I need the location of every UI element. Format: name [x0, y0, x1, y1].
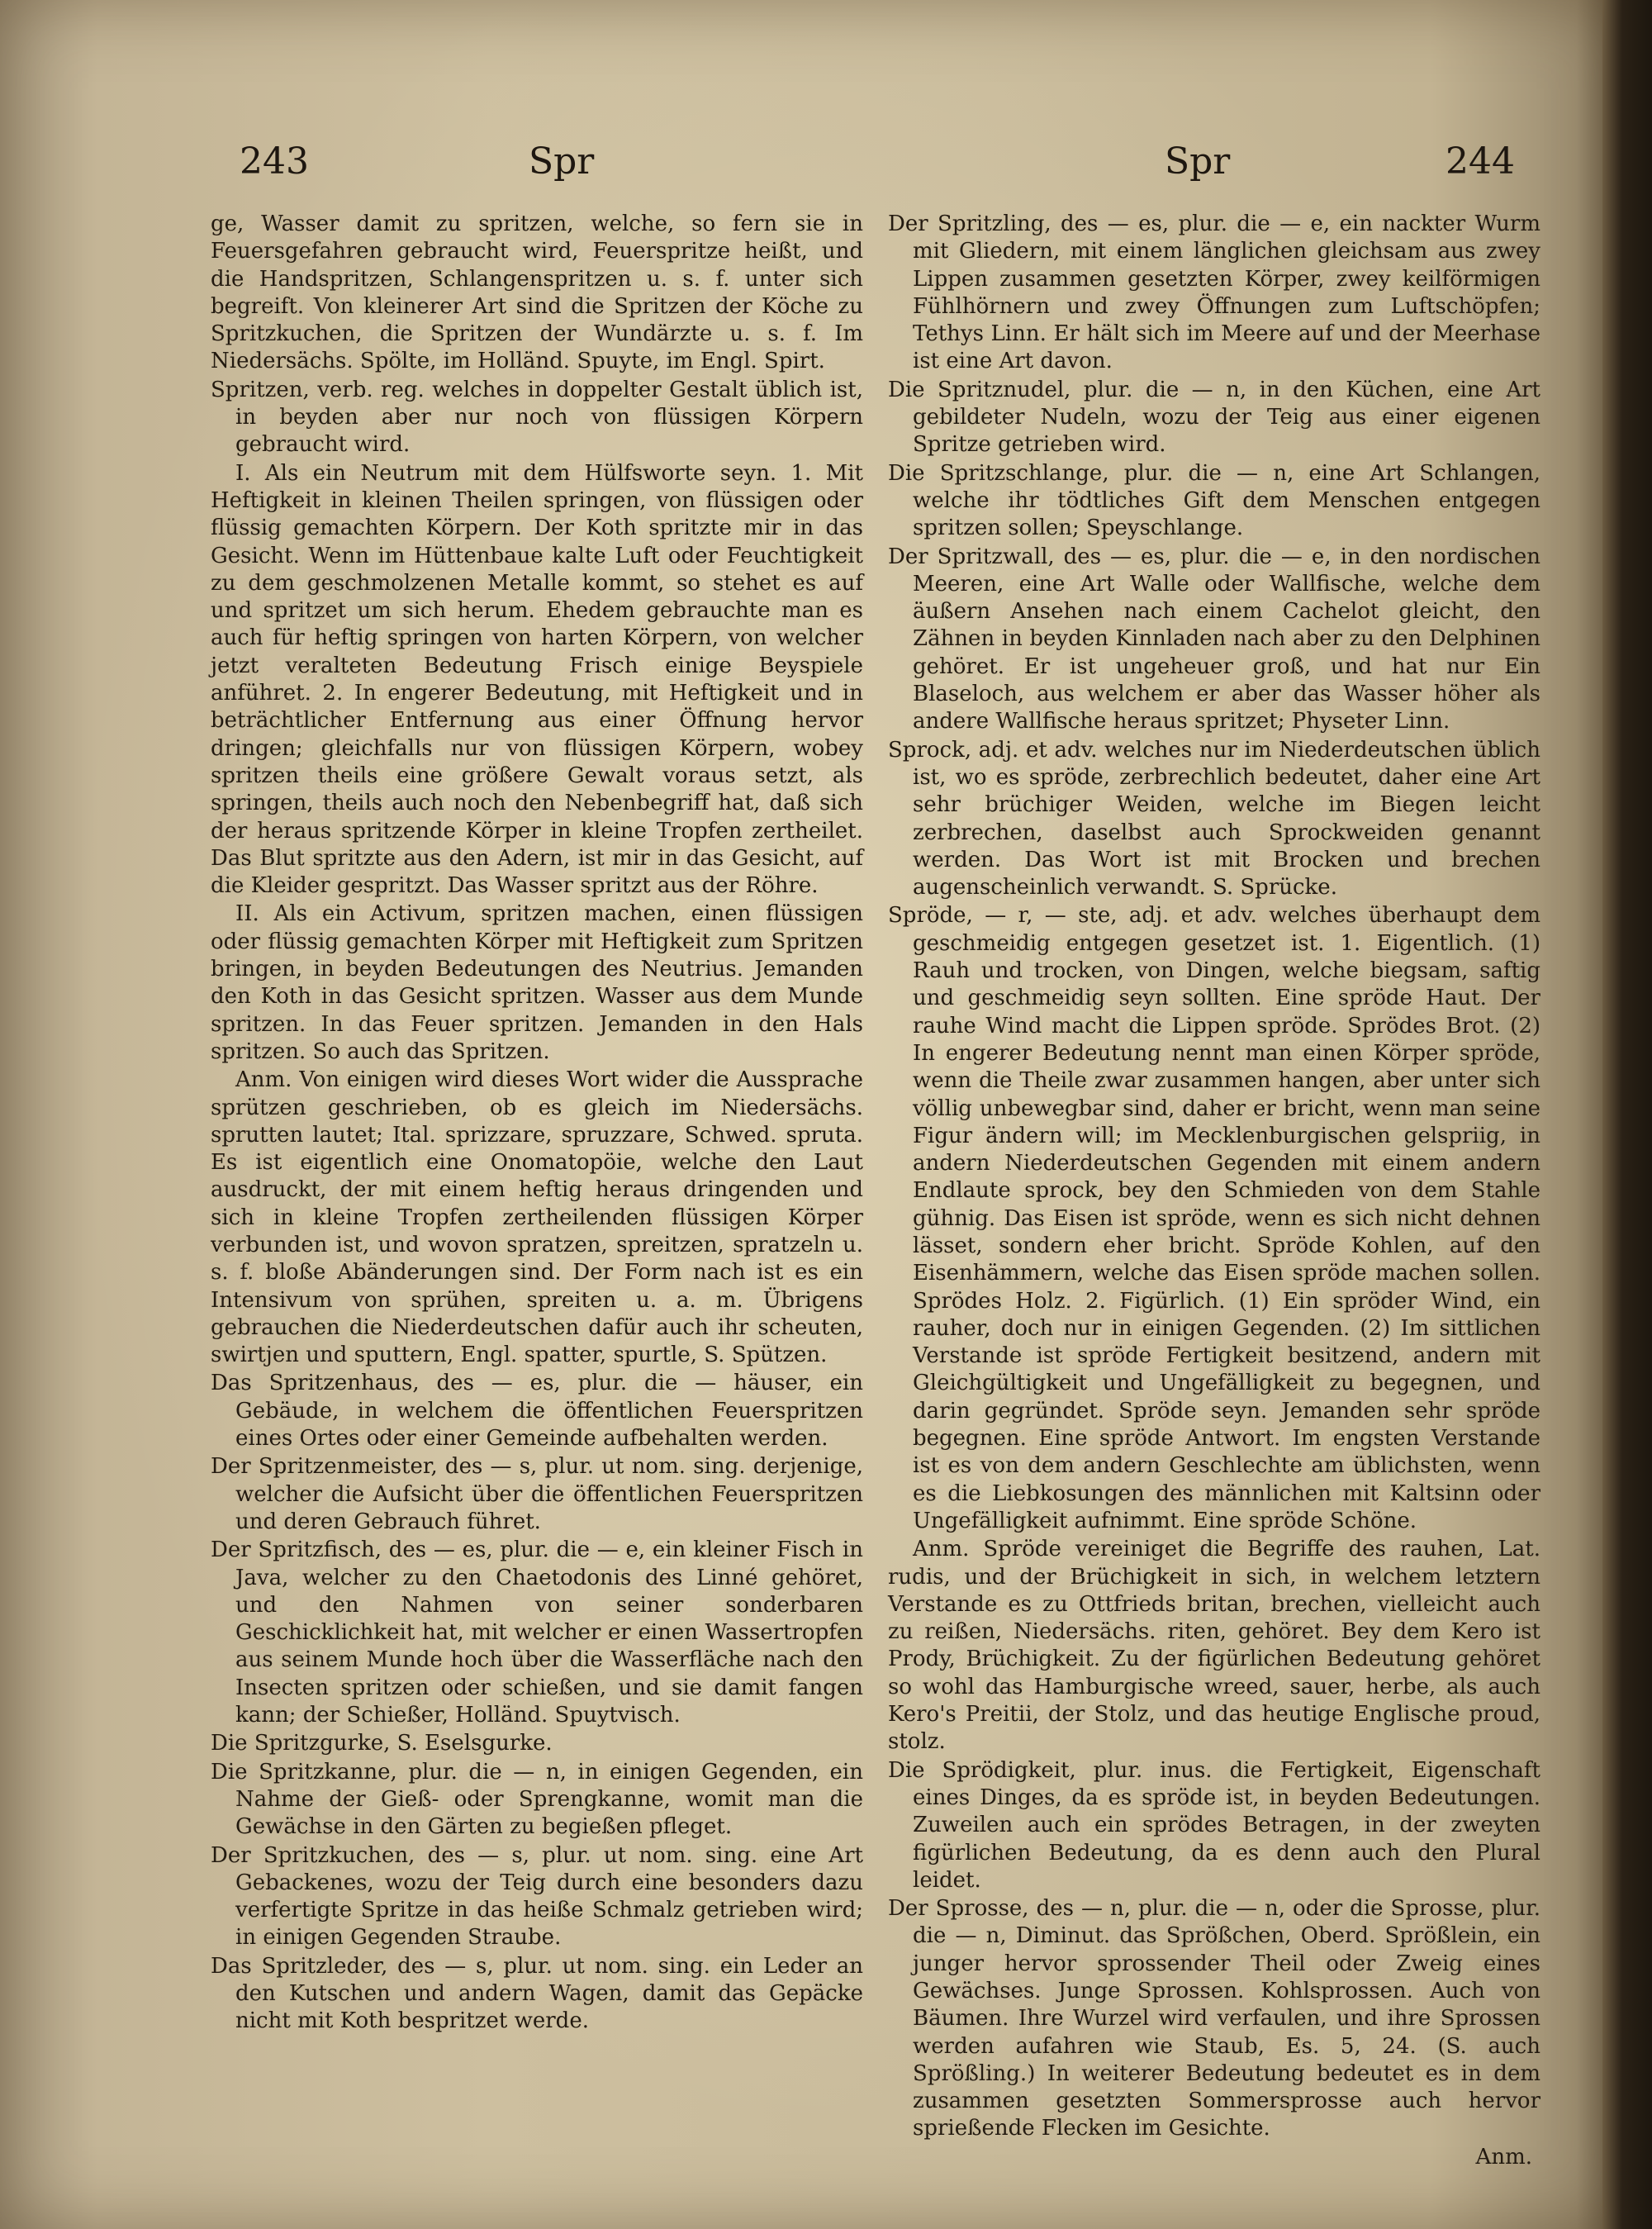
- entry-spritzkanne: Die Spritzkanne, plur. die — n, in einigen Gegenden, ein Nahme der Gieß- oder Sprengkanne, womit man die Gewächse in den Gärten zu begießen pfleget.: [211, 1759, 863, 1840]
- guide-word-left: Spr: [529, 140, 595, 183]
- entry-spritzschlange: Die Spritzschlange, plur. die — n, eine Art Schlangen, welche ihr tödtliches Gift dem Menschen entgegen spritzen sollen; Speyschlange.: [888, 460, 1540, 541]
- entry-spritzen-activum: II. Als ein Activum, spritzen machen, einen flüssigen oder flüssig gemachten Körper mit Heftigkeit zum Spritzen bringen, in beyden Bedeutungen des Neutrius. Jemanden den Koth in das Gesicht spritzen. Wasser aus dem Munde spritzen. In das Feuer spritzen. Jemanden in den Hals spritzen. So auch das Spritzen.: [211, 901, 863, 1064]
- guide-word-right: Spr: [1165, 140, 1231, 183]
- page-number-left: 243: [240, 140, 309, 183]
- entry-spritzen-anm: Anm. Von einigen wird dieses Wort wider die Aussprache sprützen geschrieben, ob es gleich im Niedersächs. sprutten lautet; Ital. sprizzare, spruzzare, Schwed. spruta. Es ist eigentlich eine Onomatopöie, welche den Laut ausdruckt, der mit einem heftig heraus dringenden und sich in kleine Tropfen zertheilenden flüssigen Körper verbunden ist, und wovon spratzen, spreitzen, spratzeln u. s. f. bloße Abänderungen sind. Der Form nach ist es ein Intensivum von sprühen, spreiten u. a. m. Übrigens gebrauchen die Niederdeutschen dafür auch ihr scheuten, swirtjen und sputtern, Engl. spatter, spurtle, S. Spützen.: [211, 1067, 863, 1368]
- entry-spritzen: Spritzen, verb. reg. welches in doppelter Gestalt üblich ist, in beyden aber nur noch von flüssigen Körpern gebraucht wird.: [211, 377, 863, 458]
- entry-spritzenmeister: Der Spritzenmeister, des — s, plur. ut nom. sing. derjenige, welcher die Aufsicht über die öffentlichen Feuerspritzen und deren Gebrauch führet.: [211, 1454, 863, 1534]
- page-number-right: 244: [1446, 140, 1515, 183]
- entry-spritzwall: Der Spritzwall, des — es, plur. die — e, in den nordischen Meeren, eine Art Walle oder Wallfische, welche dem äußern Ansehen nach einem Cachelot gleicht, den Zähnen in beyden Kinnladen nach aber zu den Delphinen gehöret. Er ist ungeheuer groß, und hat nur Ein Blaseloch, aus welchem er aber das Wasser höher als andere Wallfische heraus spritzet; Physeter Linn.: [888, 544, 1540, 734]
- page-header: [215, 140, 1569, 207]
- entry-sproedigkeit: Die Sprödigkeit, plur. inus. die Fertigkeit, Eigenschaft eines Dinges, da es spröde ist, in beyden Bedeutungen. Zuweilen auch ein sprödes Betragen, in der zweyten figürlichen Bedeutung, da es denn auch den Plural leidet.: [888, 1757, 1540, 1893]
- entry-sproede: Spröde, — r, — ste, adj. et adv. welches überhaupt dem geschmeidig entgegen gesetzet ist. 1. Eigentlich. (1) Rauh und trocken, von Dingen, welche biegsam, saftig und geschmeidig seyn sollten. Eine spröde Haut. Der rauhe Wind macht die Lippen spröde. Sprödes Brot. (2) In engerer Bedeutung nennt man einen Körper spröde, wenn die Theile zwar zusammen hangen, aber unter sich völlig unbewegbar sind, daher er bricht, wenn man seine Figur ändern will; im Mecklenburgischen gelspriig, in andern Niederdeutschen Gegenden mit einem andern Endlaute sprock, bey den Schmieden von dem Stahle gühnig. Das Eisen ist spröde, wenn es sich nicht dehnen lässet, sondern eher bricht. Spröde Kohlen, auf den Eisenhämmern, welche das Eisen spröde machen sollen. Sprödes Holz. 2. Figürlich. (1) Ein spröder Wind, ein rauher, doch nur in einigen Gegenden. (2) Im sittlichen Verstande ist spröde Fertigkeit besitzend, andern mit Gleichgültigkeit und Ungefälligkeit zu begegnen, und darin gegründet. Spröde seyn. Jemanden sehr spröde begegnen. Eine spröde Antwort. Im engsten Verstande ist es von dem andern Geschlechte am üblichsten, wenn es die Liebkosungen des männlichen mit Kaltsinn oder Ungefälligkeit aufnimmt. Eine spröde Schöne.: [888, 903, 1540, 1533]
- right-column: [888, 211, 1540, 2172]
- entry-spritznudel: Die Spritznudel, plur. die — n, in den Küchen, eine Art gebildeter Nudeln, wozu der Teig aus einer eigenen Spritze getrieben wird.: [888, 377, 1540, 458]
- entry-sproede-anm: Anm. Spröde vereiniget die Begriffe des rauhen, Lat. rudis, und der Brüchigkeit in sich, in welchem letztern Verstande es zu Ottfrieds britan, brechen, vielleicht auch zu reißen, Niedersächs. riten, gehöret. Bey dem Kero ist Prody, Brüchigkeit. Zu der figürlichen Bedeutung gehöret so wohl das Hamburgische wreed, sauer, herbe, als auch Kero's Preitii, der Stolz, und das heutige Englische proud, stolz.: [888, 1537, 1540, 1755]
- book-edge: [1602, 0, 1652, 2229]
- entry-spritzen-neutrum: I. Als ein Neutrum mit dem Hülfsworte seyn. 1. Mit Heftigkeit in kleinen Theilen springen, von flüssigen oder flüssig gemachten Körpern. Der Koth spritzte mir in das Gesicht. Wenn im Hüttenbaue kalte Luft oder Feuchtigkeit zu dem geschmolzenen Metalle kommt, so stehet es auf und spritzet um sich herum. Ehedem gebrauchte man es auch für heftig springen von harten Körpern, von welcher jetzt veralteten Bedeutung Frisch einige Beyspiele anführet. 2. In engerer Bedeutung, mit Heftigkeit und in beträchtlicher Entfernung aus einer Öffnung hervor dringen; gleichfalls nur von flüssigen Körpern, wobey spritzen theils eine größere Gewalt voraus setzt, als springen, theils auch noch den Nebenbegriff hat, daß sich der heraus spritzende Körper in kleine Tropfen zertheilet. Das Blut spritzte aus den Adern, ist mir in das Gesicht, auf die Kleider gespritzt. Das Wasser spritzt aus der Röhre.: [211, 460, 863, 899]
- entry-spritzfisch: Der Spritzfisch, des — es, plur. die — e, ein kleiner Fisch in Java, welcher zu den Chaetodonis des Linné gehöret, und den Nahmen von seiner sonderbaren Geschicklichkeit hat, mit welcher er einen Wassertropfen aus seinem Munde hoch über die Wasserfläche nach den Insecten spritzen oder schießen, und sie damit fangen kann; der Schießer, Holländ. Spuytvisch.: [211, 1537, 863, 1728]
- entry-spritzgurke: Die Spritzgurke, S. Eselsgurke.: [211, 1731, 553, 1756]
- left-column: [211, 211, 863, 2037]
- entry-sprosse: Der Sprosse, des — n, plur. die — n, oder die Sprosse, plur. die — n, Diminut. das Sprößchen, Oberd. Sprößlein, ein junger hervor sprossender Theil oder Zweig eines Gewächses. Junge Sprossen. Kohlsprossen. Auch von Bäumen. Ihre Wurzel wird verfaulen, und ihre Sprossen werden aufahren wie Staub, Es. 5, 24. (S. auch Sprößling.) In weiterer Bedeutung bedeutet es in dem zusammen gesetzten Sommersprosse auch hervor sprießende Flecken im Gesichte.: [888, 1896, 1540, 2141]
- entry-spritzkuchen: Der Spritzkuchen, des — s, plur. ut nom. sing. eine Art Gebackenes, wozu der Teig durch eine besonders dazu verfertigte Spritze in das heiße Schmalz getrieben wird; in einigen Gegenden Straube.: [211, 1842, 863, 1951]
- entry-sprock: Sprock, adj. et adv. welches nur im Niederdeutschen üblich ist, wo es spröde, zerbrechlich bedeutet, daher eine Art sehr brüchiger Weiden, welche im Biegen leicht zerbrechen, daselbst auch Sprockweiden genannt werden. Das Wort ist mit Brocken und brechen augenscheinlich verwandt. S. Sprücke.: [888, 737, 1540, 901]
- catchword: Anm.: [1475, 2144, 1532, 2170]
- entry-spritzenhaus: Das Spritzenhaus, des — es, plur. die — häuser, ein Gebäude, in welchem die öffentlichen Feuerspritzen eines Ortes oder einer Gemeinde aufbehalten werden.: [211, 1371, 863, 1452]
- entry-spritzleder: Das Spritzleder, des — s, plur. ut nom. sing. ein Leder an den Kutschen und andern Wagen, damit das Gepäcke nicht mit Koth bespritzet werde.: [211, 1953, 863, 2034]
- entry-continuation: ge, Wasser damit zu spritzen, welche, so fern sie in Feuersgefahren gebraucht wird, Feuerspritze heißt, und die Handspritzen, Schlangenspritzen u. s. f. unter sich begreift. Von kleinerer Art sind die Spritzen der Köche zu Spritzkuchen, die Spritzen der Wundärzte u. s. f. Im Niedersächs. Spölte, im Holländ. Spuyte, im Engl. Spirt.: [211, 211, 863, 374]
- entry-spritzling: Der Spritzling, des — es, plur. die — e, ein nackter Wurm mit Gliedern, mit einem länglichen gleichsam aus zwey Lippen zusammen gesetzten Körper, zwey keilförmigen Fühlhörnern und zwey Öffnungen zum Luftschöpfen; Tethys Linn. Er hält sich im Meere auf und der Meerhase ist eine Art davon.: [888, 211, 1540, 374]
